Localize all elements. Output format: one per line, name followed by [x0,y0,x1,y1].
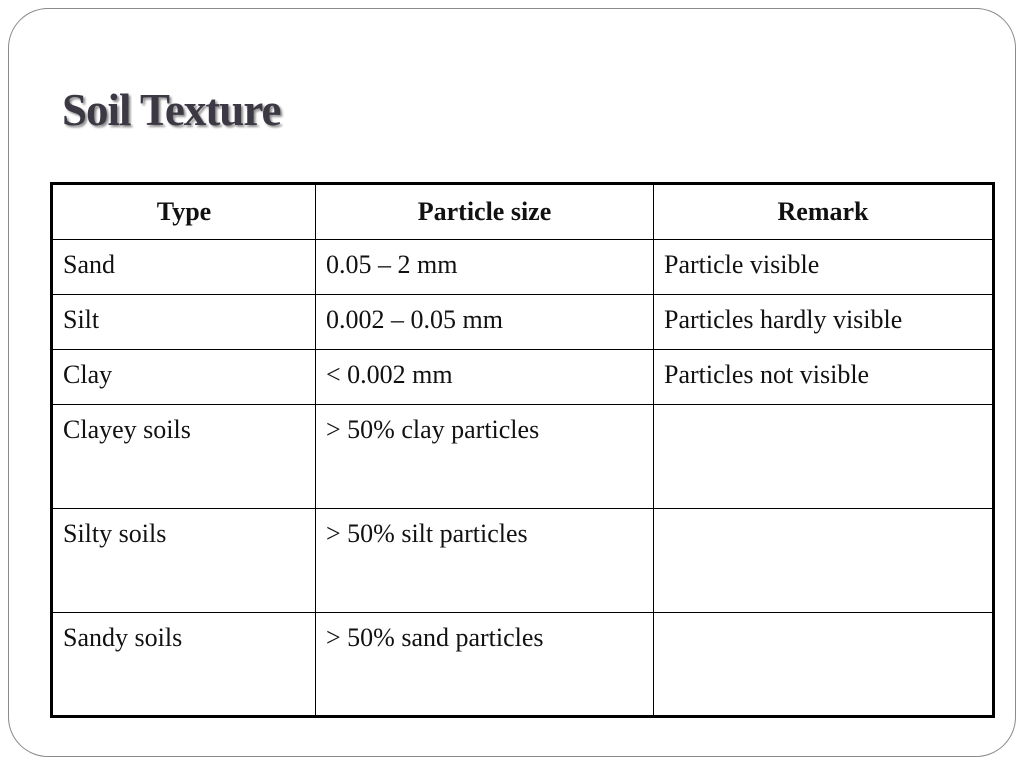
cell-type: Sandy soils [52,613,316,717]
cell-particle-size: > 50% sand particles [316,613,654,717]
table-row [52,613,994,717]
cell-type: Sand [52,240,316,295]
table-row [52,295,994,350]
cell-particle-size: < 0.002 mm [316,350,654,405]
header-type: Type [52,184,316,240]
table-row [52,509,994,613]
cell-type: Silt [52,295,316,350]
cell-type: Clay [52,350,316,405]
table-row [52,350,994,405]
cell-remark: Particle visible [654,240,994,295]
cell-type: Silty soils [52,509,316,613]
table-header-row [52,184,994,240]
cell-particle-size: 0.05 – 2 mm [316,240,654,295]
cell-particle-size: > 50% clay particles [316,405,654,509]
cell-type: Clayey soils [52,405,316,509]
cell-remark: Particles not visible [654,350,994,405]
soil-texture-table [50,182,995,718]
slide-title: Soil Texture [62,85,281,135]
cell-remark [654,613,994,717]
cell-particle-size: 0.002 – 0.05 mm [316,295,654,350]
cell-remark: Particles hardly visible [654,295,994,350]
header-remark: Remark [654,184,994,240]
table-row [52,405,994,509]
cell-remark [654,405,994,509]
cell-particle-size: > 50% silt particles [316,509,654,613]
header-particle-size: Particle size [316,184,654,240]
table-container [50,182,992,718]
cell-remark [654,509,994,613]
table-row [52,240,994,295]
